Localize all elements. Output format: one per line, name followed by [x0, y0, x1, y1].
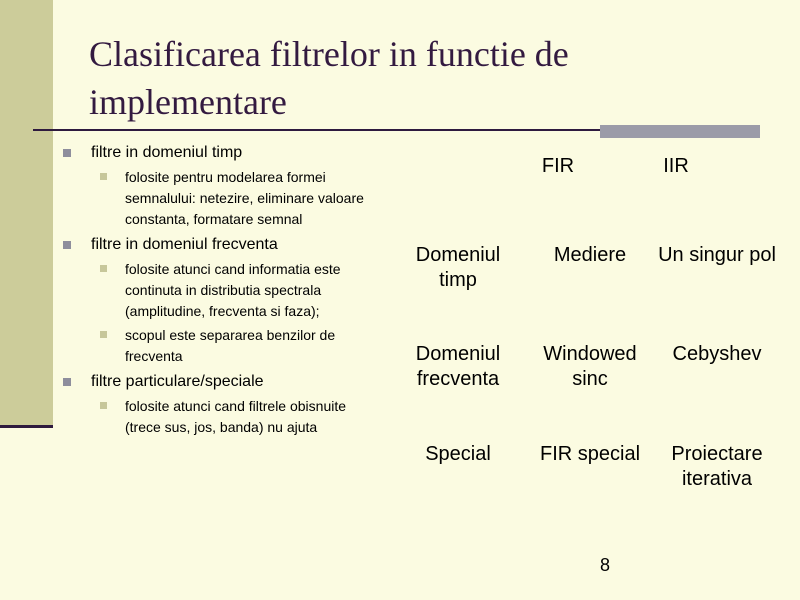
sub-bullet-item: folosite atunci cand informatia este continuta in distributia spectrala (amplitudine, frecventa si faza);: [91, 259, 392, 322]
cell-special-fir: FIR special: [539, 443, 641, 465]
cell-time-fir: Mediere: [553, 244, 627, 266]
bullet-item-frequency-domain: [62, 234, 392, 367]
bullet-text: filtre particulare/speciale: [91, 373, 264, 390]
sub-bullet-list: [91, 167, 392, 230]
column-header-iir: IIR: [663, 155, 689, 177]
sub-bullet-item: folosite pentru modelarea formei semnalului: netezire, eliminare valoare constanta, formatare semnal: [91, 167, 392, 230]
cell-special-iir: Proiectare iterativa: [671, 443, 763, 490]
column-header-fir: FIR: [541, 155, 575, 177]
row-label-special: Special: [425, 443, 491, 465]
page-number: 8: [599, 555, 610, 575]
sub-bullet-list: [91, 259, 392, 367]
cell-time-iir: Un singur pol: [658, 244, 776, 266]
bullet-text: filtre in domeniul frecventa: [91, 236, 278, 253]
title-divider-accent: [600, 125, 760, 138]
sub-bullet-item: scopul este separarea benzilor de frecventa: [91, 325, 392, 367]
bullet-text: filtre in domeniul timp: [91, 144, 243, 161]
sub-bullet-list: [91, 396, 392, 438]
sub-bullet-item: folosite atunci cand filtrele obisnuite (trece sus, jos, banda) nu ajuta: [91, 396, 392, 438]
left-decor-band: [0, 0, 53, 426]
cell-frequency-fir: Windowed sinc: [543, 343, 637, 390]
row-label-frequency-domain: Domeniul frecventa: [415, 343, 501, 390]
cell-frequency-iir: Cebyshev: [672, 343, 762, 365]
bullet-item-special-filters: [62, 371, 392, 438]
bullet-item-time-domain: [62, 142, 392, 230]
slide-title: Clasificarea filtrelor in functie de implementare: [89, 34, 569, 122]
bullet-list: [62, 142, 392, 442]
row-label-time-domain: Domeniul timp: [415, 244, 501, 291]
left-band-underline: [0, 425, 53, 428]
